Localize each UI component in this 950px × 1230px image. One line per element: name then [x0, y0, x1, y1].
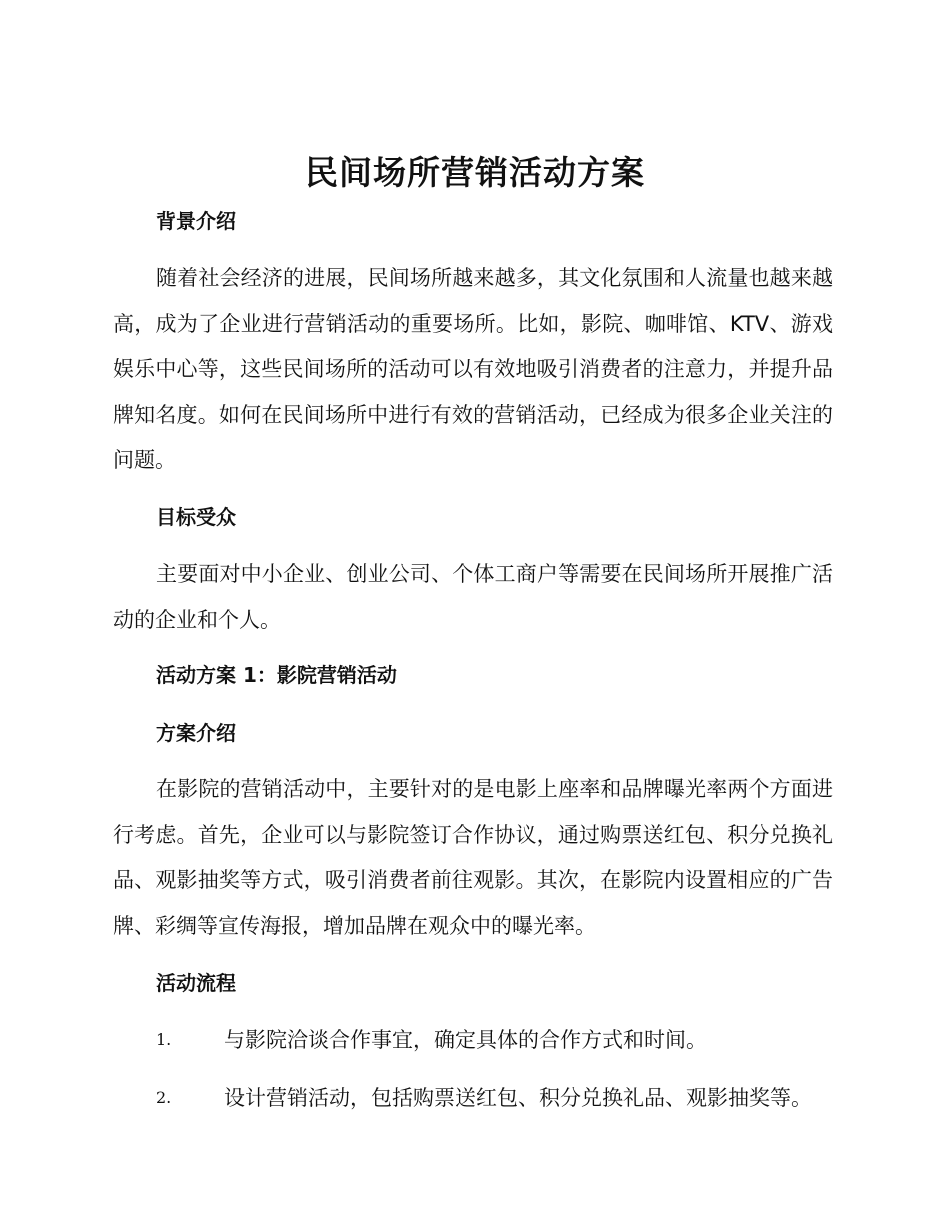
paragraph-plan-intro: 在影院的营销活动中，主要针对的是电影上座率和品牌曝光率两个方面进行考虑。首先，企业可以与影院签订合作协议，通过购票送红包、积分兑换礼品、观影抽奖等方式，吸引消费者前往观影。其次，在影院内设置相应的广告牌、彩绸等宣传海报，增加品牌在观众中的曝光率。 [113, 777, 833, 938]
section-heading-audience: 目标受众 [156, 505, 236, 529]
paragraph-audience: 主要面对中小企业、创业公司、个体工商户等需要在民间场所开展推广活动的企业和个人。 [113, 562, 833, 632]
paragraph-background: 随着社会经济的进展，民间场所越来越多，其文化氛围和人流量也越来越高，成为了企业进行营销活动的重要场所。比如，影院、咖啡馆、KTV、游戏娱乐中心等，这些民间场所的活动可以有效地吸引消费者的注意力，并提升品牌知名度。如何在民间场所中进行有效的营销活动，已经成为很多企业关注的问题。 [113, 266, 833, 472]
list-item-number: 2. [156, 1088, 172, 1107]
section-heading-plan-1: 活动方案 1：影院营销活动 [156, 663, 397, 687]
section-heading-background: 背景介绍 [156, 209, 236, 233]
list-item [156, 1024, 846, 1056]
list-item-text: 与影院洽谈合作事宜，确定具体的合作方式和时间。 [224, 1028, 707, 1052]
section-heading-plan-intro: 方案介绍 [156, 721, 236, 745]
list-item-number: 1. [156, 1030, 172, 1049]
list-item [156, 1082, 846, 1114]
section-heading-flow: 活动流程 [156, 971, 236, 995]
list-item-text: 设计营销活动，包括购票送红包、积分兑换礼品、观影抽奖等。 [224, 1086, 812, 1110]
document-title: 民间场所营销活动方案 [305, 153, 645, 192]
